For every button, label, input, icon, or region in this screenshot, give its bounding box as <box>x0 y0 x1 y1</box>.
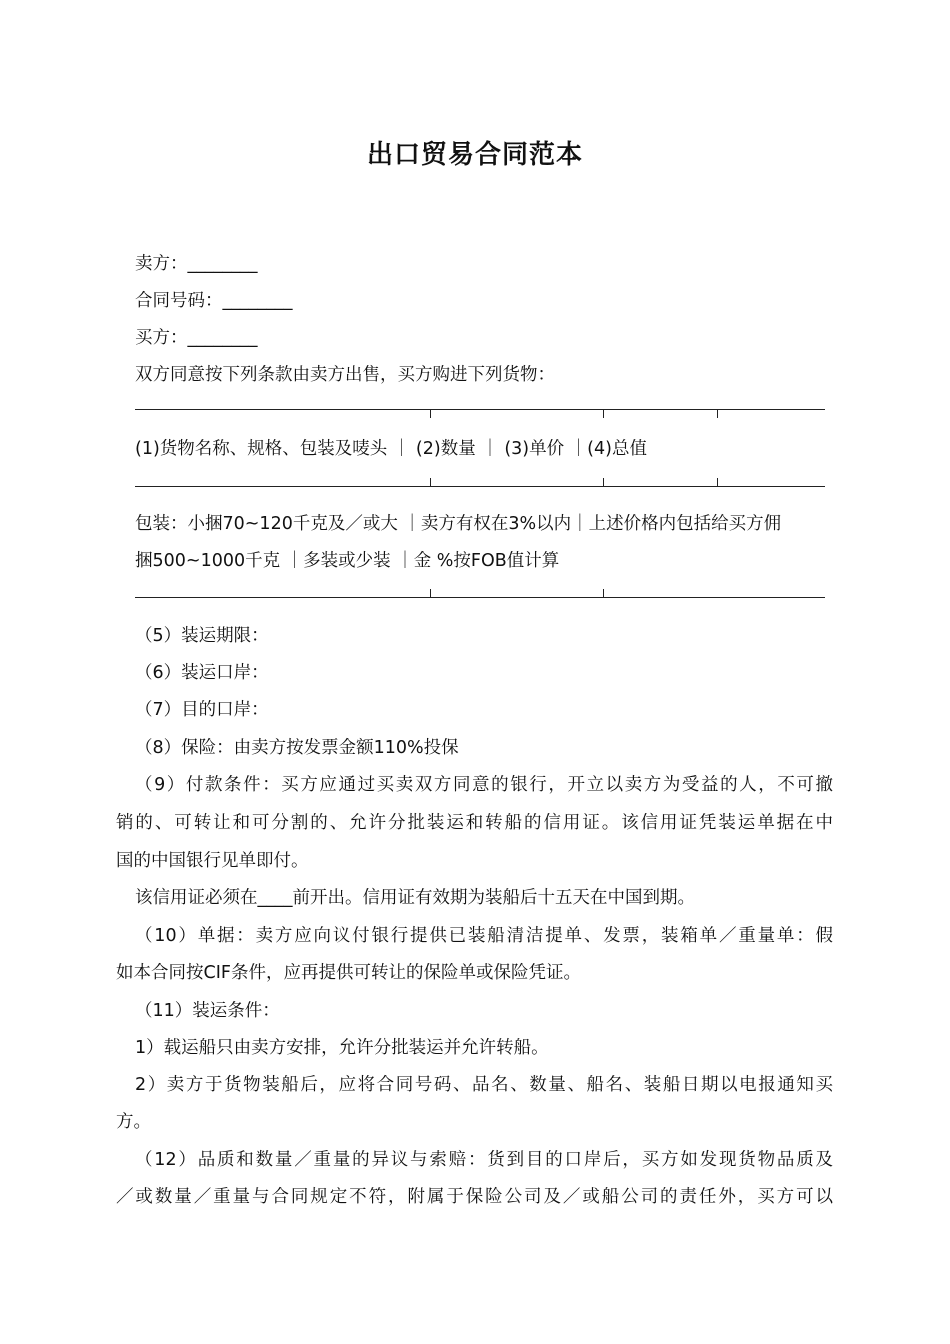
clause-10-documents-line-1: （10）单据：卖方应向议付银行提供已装船清洁提单、发票，装箱单／重量单：假 <box>135 926 833 946</box>
clause-6-port-of-loading: （6）装运口岸： <box>135 663 269 683</box>
clause-11-item-2-line-2: 方。 <box>116 1112 151 1132</box>
table-row-packing-2: 捆500~1000千克 ｜多装或少装 ｜金 %按FOB值计算 <box>135 551 560 571</box>
clause-5-shipment-period: （5）装运期限： <box>135 626 269 646</box>
clause-11-shipping-terms: （11）装运条件： <box>135 1001 280 1021</box>
table-tick <box>603 409 604 418</box>
table-rule-top <box>135 409 825 410</box>
clause-9-payment-line-3: 国的中国银行见单即付。 <box>116 851 309 871</box>
table-tick <box>603 478 604 487</box>
document-title: 出口贸易合同范本 <box>366 140 583 170</box>
clause-10-documents-line-2: 如本合同按CIF条件，应再提供可转让的保险单或保险凭证。 <box>116 963 581 983</box>
clause-12-claims-line-1: （12）品质和数量／重量的异议与索赔：货到目的口岸后，买方如发现货物品质及 <box>135 1150 833 1170</box>
clause-11-item-1: 1）载运船只由卖方安排，允许分批装运并允许转船。 <box>135 1038 549 1058</box>
table-tick <box>430 478 431 487</box>
clause-12-claims-line-2: ／或数量／重量与合同规定不符，附属于保险公司及／或船公司的责任外，买方可以 <box>116 1187 833 1207</box>
table-row-packing-1: 包装：小捆70~120千克及／或大 ｜卖方有权在3%以内｜上述价格内包括给买方佣 <box>135 514 782 534</box>
table-rule-bottom <box>135 597 825 598</box>
seller-line: 卖方：________ <box>135 254 258 274</box>
table-tick <box>603 589 604 598</box>
table-tick <box>717 478 718 487</box>
intro-text: 双方同意按下列条款由卖方出售，买方购进下列货物： <box>135 365 555 385</box>
clause-7-port-of-destination: （7）目的口岸： <box>135 700 269 720</box>
lc-validity-text: 该信用证必须在____前开出。信用证有效期为装船后十五天在中国到期。 <box>135 888 695 908</box>
clause-11-item-2-line-1: 2）卖方于货物装船后，应将合同号码、品名、数量、船名、装船日期以电报通知买 <box>135 1075 833 1095</box>
table-tick <box>430 589 431 598</box>
clause-9-payment-line-2: 销的、可转让和可分割的、允许分批装运和转船的信用证。该信用证凭装运单据在中 <box>116 813 833 833</box>
contract-number-line: 合同号码：________ <box>135 291 293 311</box>
table-rule-middle <box>135 486 825 487</box>
buyer-line: 买方：________ <box>135 328 258 348</box>
table-tick <box>430 409 431 418</box>
clause-8-insurance: （8）保险：由卖方按发票金额110%投保 <box>135 738 459 758</box>
table-tick <box>717 409 718 418</box>
table-header-row: (1)货物名称、规格、包装及唛头 ｜ (2)数量 ｜ (3)单价 ｜(4)总值 <box>135 439 647 459</box>
clause-9-payment-line-1: （9）付款条件：买方应通过买卖双方同意的银行，开立以卖方为受益的人，不可撤 <box>135 775 833 795</box>
